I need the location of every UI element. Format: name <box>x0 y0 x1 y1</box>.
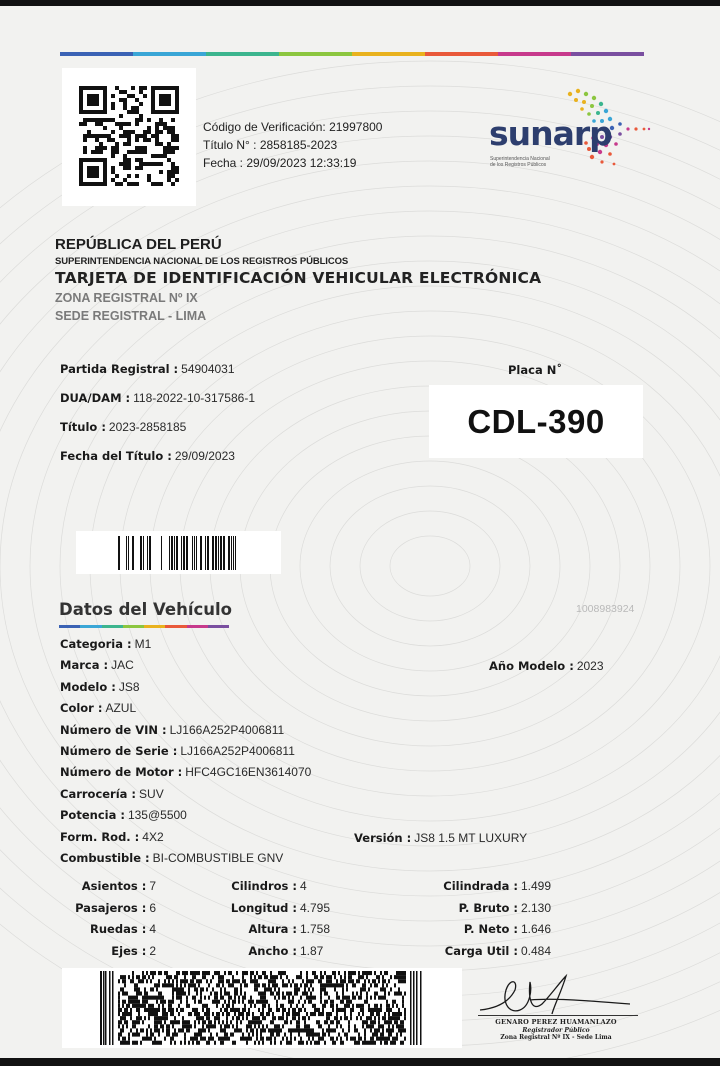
underline-seg <box>102 625 123 628</box>
stripe-seg <box>571 52 644 56</box>
stripe-seg <box>60 52 133 56</box>
signature-scribble-icon <box>470 970 642 1020</box>
field-label: Altura : <box>248 922 297 936</box>
field-value: 2023-2858185 <box>108 420 187 434</box>
vehicle-row <box>60 785 311 806</box>
field-value: 29/09/2023 <box>174 449 235 463</box>
spec-row <box>60 920 156 942</box>
field-value: LJ166A252P4006811 <box>169 722 285 737</box>
logo-subtitle <box>490 156 570 168</box>
field-label: Fecha del Título : <box>60 449 172 463</box>
spec-row <box>420 920 551 942</box>
vehicle-row <box>60 806 311 827</box>
barcode-pdf417 <box>62 968 462 1048</box>
qr-code <box>62 68 196 206</box>
barcode-small <box>76 531 281 574</box>
specs-column-3 <box>420 877 551 963</box>
plate-number: CDL-390 <box>467 403 605 440</box>
underline-seg <box>187 625 208 628</box>
field-label: Potencia : <box>60 808 125 823</box>
field-value: 2023 <box>576 659 604 673</box>
spec-row <box>60 942 156 964</box>
field-label: Carrocería : <box>60 786 137 801</box>
field-value: 4X2 <box>142 829 164 844</box>
document-header <box>55 236 541 323</box>
underline-seg <box>123 625 144 628</box>
verification-info <box>203 118 382 172</box>
qr-code-icon <box>78 86 180 186</box>
registry-row <box>60 362 255 391</box>
registrar-name: GENARO PEREZ HUAMANLAZO <box>495 1018 617 1026</box>
spec-row <box>60 877 156 899</box>
vehicle-row <box>60 699 311 720</box>
spec-row <box>420 942 551 964</box>
field-label: Ancho : <box>248 943 297 958</box>
registry-row <box>60 391 255 420</box>
field-value: 0.484 <box>520 943 551 958</box>
signature-line <box>478 1015 638 1016</box>
field-value: M1 <box>134 637 152 651</box>
plate-label: Placa N˚ <box>508 363 563 377</box>
underline-seg <box>59 625 80 628</box>
registry-row <box>60 420 255 449</box>
registrar-role: Registrador Público <box>522 1027 590 1034</box>
pdf417-barcode-icon <box>100 971 424 1045</box>
spec-row <box>222 877 336 899</box>
field-label: P. Neto : <box>463 922 518 936</box>
stripe-seg <box>352 52 425 56</box>
vehicle-row <box>60 635 311 656</box>
field-value: JS8 <box>118 679 140 694</box>
field-value: 4 <box>149 922 156 936</box>
spec-row <box>60 899 156 921</box>
stripe-seg <box>279 52 352 56</box>
document-title: TARJETA DE IDENTIFICACIÓN VEHICULAR ELECTRÓNICA <box>55 269 542 287</box>
field-label: Cilindros : <box>231 879 297 893</box>
field-label: Título : <box>60 420 106 434</box>
underline-seg <box>144 625 165 628</box>
field-label: Categoria : <box>60 637 132 651</box>
field-value: 2.130 <box>520 900 551 915</box>
country-heading: REPÚBLICA DEL PERÚ <box>55 236 222 253</box>
field-value: 4 <box>300 879 307 893</box>
field-label: Número de Motor : <box>60 765 183 780</box>
field-value: 4.795 <box>300 900 331 915</box>
sunarp-logo <box>488 84 658 184</box>
verification-code: Código de Verificación: 21997800 <box>203 120 383 134</box>
logo-subtitle-line: de los Registros Públicos <box>490 162 547 168</box>
underline-seg <box>80 625 101 628</box>
spec-row <box>222 899 336 921</box>
card-serial: 1008983924 <box>576 603 635 615</box>
registry-details <box>60 362 255 478</box>
field-label: Marca : <box>60 658 109 673</box>
vehicle-id-card <box>0 6 720 1058</box>
field-label: Cilindrada : <box>443 879 518 893</box>
field-value: HFC4GC16EN3614070 <box>185 765 312 780</box>
field-value: 118-2022-10-317586-1 <box>133 391 255 405</box>
field-value: JS8 1.5 MT LUXURY <box>414 831 528 845</box>
field-value: 1.87 <box>300 943 324 958</box>
field-label: Número de VIN : <box>60 722 167 737</box>
specs-column-2 <box>222 877 336 963</box>
field-label: Form. Rod. : <box>60 829 140 844</box>
field-label: Partida Registral : <box>60 362 179 376</box>
spec-row <box>420 899 551 921</box>
vehicle-row <box>60 828 311 849</box>
logo-wordmark: sunarp <box>489 114 612 153</box>
field-label: Combustible : <box>60 850 150 865</box>
field-label: Año Modelo : <box>489 659 574 673</box>
field-value: 7 <box>149 879 156 893</box>
field-label: Color : <box>60 701 103 716</box>
field-label: Asientos : <box>81 879 147 893</box>
issue-date: Fecha : 29/09/2023 12:33:19 <box>203 156 357 170</box>
section-underline <box>59 625 229 628</box>
vehicle-version <box>354 829 527 847</box>
field-label: Modelo : <box>60 679 116 694</box>
vehicle-details <box>60 635 311 870</box>
vehicle-row <box>60 678 311 699</box>
barcode-icon <box>118 536 240 570</box>
field-label: Pasajeros : <box>75 900 147 915</box>
field-value: JAC <box>111 658 134 673</box>
vehicle-row <box>60 849 311 870</box>
field-value: 135@5500 <box>127 808 187 823</box>
spec-row <box>222 942 336 964</box>
field-label: Carga Util : <box>444 943 518 958</box>
section-title: Datos del Vehículo <box>59 600 233 619</box>
field-value: 1.499 <box>520 879 551 893</box>
field-label: P. Bruto : <box>458 900 518 915</box>
specs-column-1 <box>60 877 156 963</box>
field-label: Ruedas : <box>90 922 147 936</box>
field-value: AZUL <box>105 701 137 716</box>
field-value: SUV <box>139 786 164 801</box>
registry-row <box>60 449 255 478</box>
plate-box <box>429 385 643 458</box>
field-value: 54904031 <box>181 362 235 376</box>
underline-seg <box>208 625 229 628</box>
stripe-seg <box>133 52 206 56</box>
field-value: 2 <box>149 943 156 958</box>
field-label: DUA/DAM : <box>60 391 131 405</box>
field-value: LJ166A252P4006811 <box>180 743 295 758</box>
stripe-seg <box>498 52 571 56</box>
color-stripe <box>60 52 644 56</box>
field-value: 6 <box>149 900 156 915</box>
vehicle-row <box>60 763 311 784</box>
vehicle-row <box>60 742 311 763</box>
stripe-seg <box>425 52 498 56</box>
field-label: Número de Serie : <box>60 743 178 758</box>
agency-heading: SUPERINTENDENCIA NACIONAL DE LOS REGISTROS PÚBLICOS <box>55 256 349 267</box>
zona-registral: ZONA REGISTRAL Nº IX <box>55 291 198 305</box>
logo-subtitle-line: Superintendencia Nacional <box>490 156 550 162</box>
spec-row <box>420 877 551 899</box>
field-label: Ejes : <box>111 943 147 958</box>
field-label: Versión : <box>354 831 412 845</box>
underline-seg <box>165 625 186 628</box>
field-label: Longitud : <box>230 900 297 915</box>
spec-row <box>222 920 336 942</box>
model-year <box>489 657 604 675</box>
registrar-signature <box>470 970 642 1048</box>
vehicle-row <box>60 721 311 742</box>
registrar-office: Zona Registral Nº IX - Sede Lima <box>500 1034 612 1041</box>
field-value: BI-COMBUSTIBLE GNV <box>152 850 284 865</box>
stripe-seg <box>206 52 279 56</box>
field-value: 1.646 <box>520 922 551 936</box>
title-number: Título N° : 2858185-2023 <box>203 138 338 152</box>
vehicle-row <box>60 656 311 677</box>
sede-registral: SEDE REGISTRAL - LIMA <box>55 309 207 323</box>
field-value: 1.758 <box>300 922 331 936</box>
